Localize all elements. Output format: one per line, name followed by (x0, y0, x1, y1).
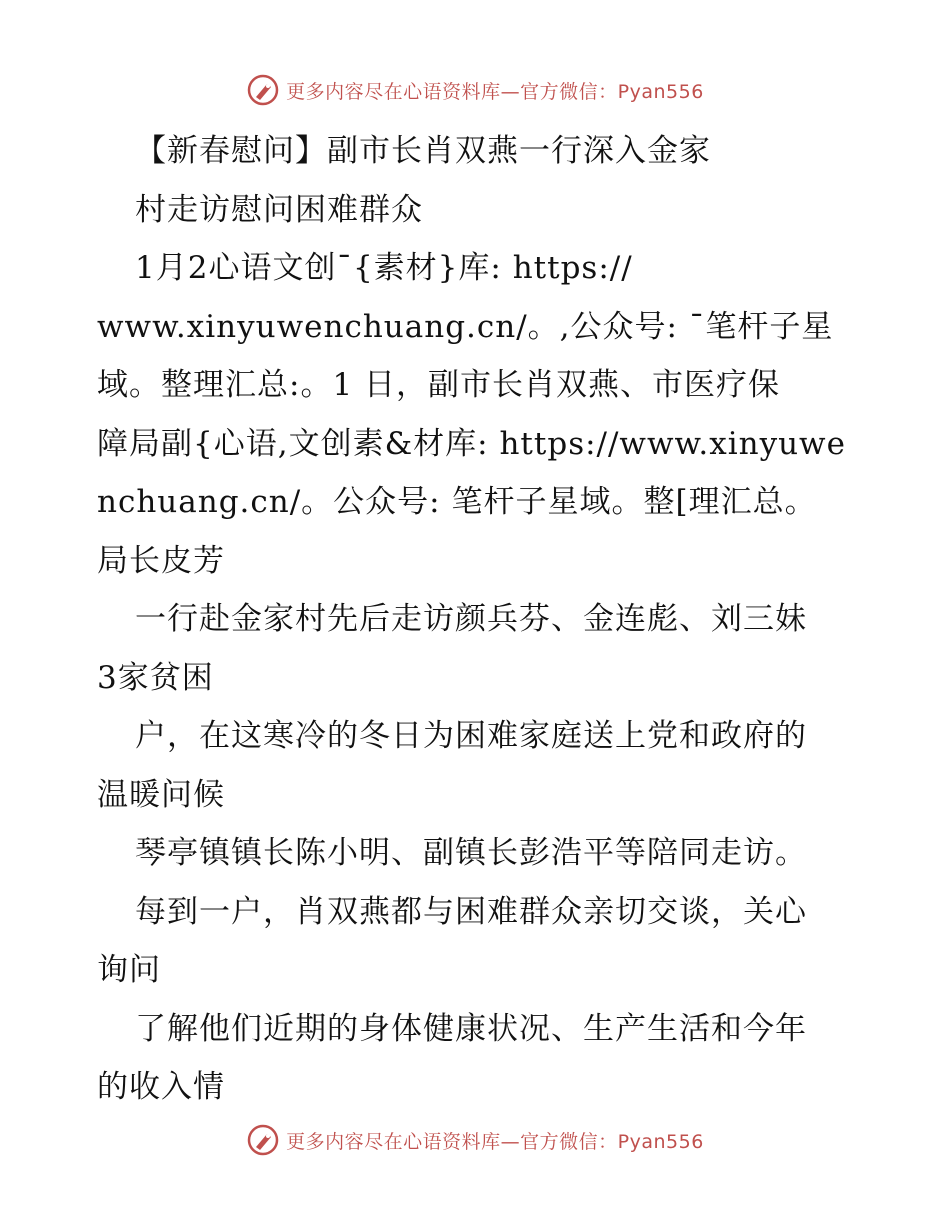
text-line: 村走访慰问困难群众 (135, 191, 423, 228)
text-line: 的收入情 (97, 1069, 225, 1105)
text-line: 【新春慰问】副市长肖双燕一行深入金家 (135, 133, 711, 169)
text-line: 每到一户，肖双燕都与困难群众亲切交谈，关心 (135, 893, 807, 930)
pen-nib-logo-icon (246, 73, 280, 107)
text-line: 琴亭镇镇长陈小明、副镇长彭浩平等陪同走访。 (135, 835, 807, 871)
text-line: 1月2心语文创¯{素材}库: https:// (135, 250, 633, 286)
text-line: 域。整理汇总:。1 日，副市长肖双燕、市医疗保 (97, 367, 781, 403)
pen-nib-logo-icon (246, 1123, 280, 1157)
footer-banner (0, 1120, 950, 1160)
header-banner-text: 更多内容尽在心语资料库—官方微信：Pyan556 (286, 80, 704, 103)
text-line: www.xinyuwenchuang.cn/。,公众号: ¯笔杆子星 (97, 308, 834, 345)
text-line: 户，在这寒冷的冬日为困难家庭送上党和政府的 (135, 718, 807, 754)
text-line: 一行赴金家村先后走访颜兵芬、金连彪、刘三妹 (135, 601, 807, 637)
text-line: 3家贫困 (97, 659, 214, 696)
text-line: nchuang.cn/。公众号: 笔杆子星域。整[理汇总。 (97, 484, 817, 520)
document-body (97, 122, 857, 1117)
text-line: 障局副{心语,文创素&材库: https://www.xinyuwe (97, 425, 846, 462)
text-line: 了解他们近期的身体健康状况、生产生活和今年 (135, 1010, 807, 1047)
text-line: 温暖问候 (97, 776, 225, 813)
text-line: 局长皮芳 (97, 542, 225, 579)
header-banner (0, 70, 950, 110)
footer-banner-text: 更多内容尽在心语资料库—官方微信：Pyan556 (286, 1130, 704, 1153)
text-line: 询问 (97, 952, 161, 988)
